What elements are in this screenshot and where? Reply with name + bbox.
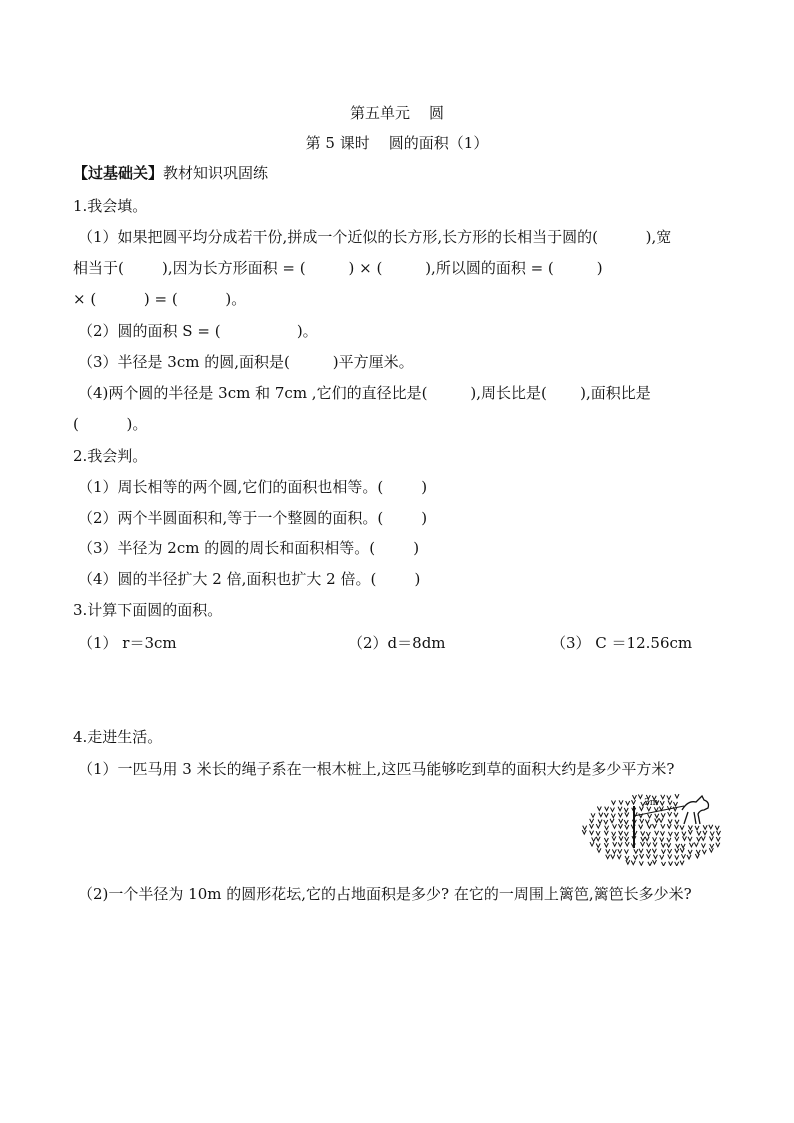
- q1-part1-line2: 相当于( ),因为长方形面积 = ( ) × ( ),所以圆的面积 = ( ): [73, 259, 603, 277]
- question-3-title: 3.计算下面圆的面积。: [73, 601, 223, 619]
- q1-part4-line2: ( )。: [73, 415, 148, 433]
- q1-part1-line1: （1）如果把圆平均分成若干份,拼成一个近似的长方形,长方形的长相当于圆的( ),宽: [78, 228, 672, 246]
- q3-item-1: （1） r＝3cm: [78, 634, 177, 652]
- section-bracket-label: 【过基础关】: [73, 164, 164, 182]
- question-2-title: 2.我会判。: [73, 447, 148, 465]
- q3-item-2: （2）d＝8dm: [348, 634, 446, 652]
- horse-icon: [682, 796, 709, 824]
- section-heading: [73, 163, 268, 183]
- q4-part2: （2)一个半径为 10m 的圆形花坛,它的占地面积是多少? 在它的一周围上篱笆,篱笆长多少米?: [78, 885, 692, 903]
- unit-title: 第五单元 圆: [349, 104, 445, 122]
- q1-part2: （2）圆的面积 S = ( )。: [78, 322, 318, 340]
- q2-item-3: （3）半径为 2cm 的圆的周长和面积相等。( ): [78, 539, 420, 557]
- horse-grazing-illustration: [578, 786, 724, 866]
- q4-part1: （1）一匹马用 3 米长的绳子系在一根木桩上,这匹马能够吃到草的面积大约是多少平方米?: [78, 760, 675, 778]
- q2-item-2: （2）两个半圆面积和,等于一个整圆的面积。( ): [78, 509, 428, 527]
- q1-part4-line1: （4)两个圆的半径是 3cm 和 7cm ,它们的直径比是( ),周长比是( ),面积比是: [78, 384, 651, 402]
- section-subtitle: 教材知识巩固练: [163, 164, 269, 182]
- q2-item-1: （1）周长相等的两个圆,它们的面积也相等。( ): [78, 478, 428, 496]
- q3-item-3: （3） C ＝12.56cm: [551, 634, 693, 652]
- q1-part3: （3）半径是 3cm 的圆,面积是( )平方厘米。: [78, 353, 414, 371]
- question-4-title: 4.走进生活。: [73, 728, 163, 746]
- question-1-title: 1.我会填。: [73, 197, 148, 215]
- rope-length-label: 3m: [644, 798, 659, 808]
- q1-part1-line3: × ( ) = ( )。: [73, 290, 247, 308]
- lesson-title: 第 5 课时 圆的面积（1）: [305, 134, 489, 152]
- q2-item-4: （4）圆的半径扩大 2 倍,面积也扩大 2 倍。( ): [78, 570, 421, 588]
